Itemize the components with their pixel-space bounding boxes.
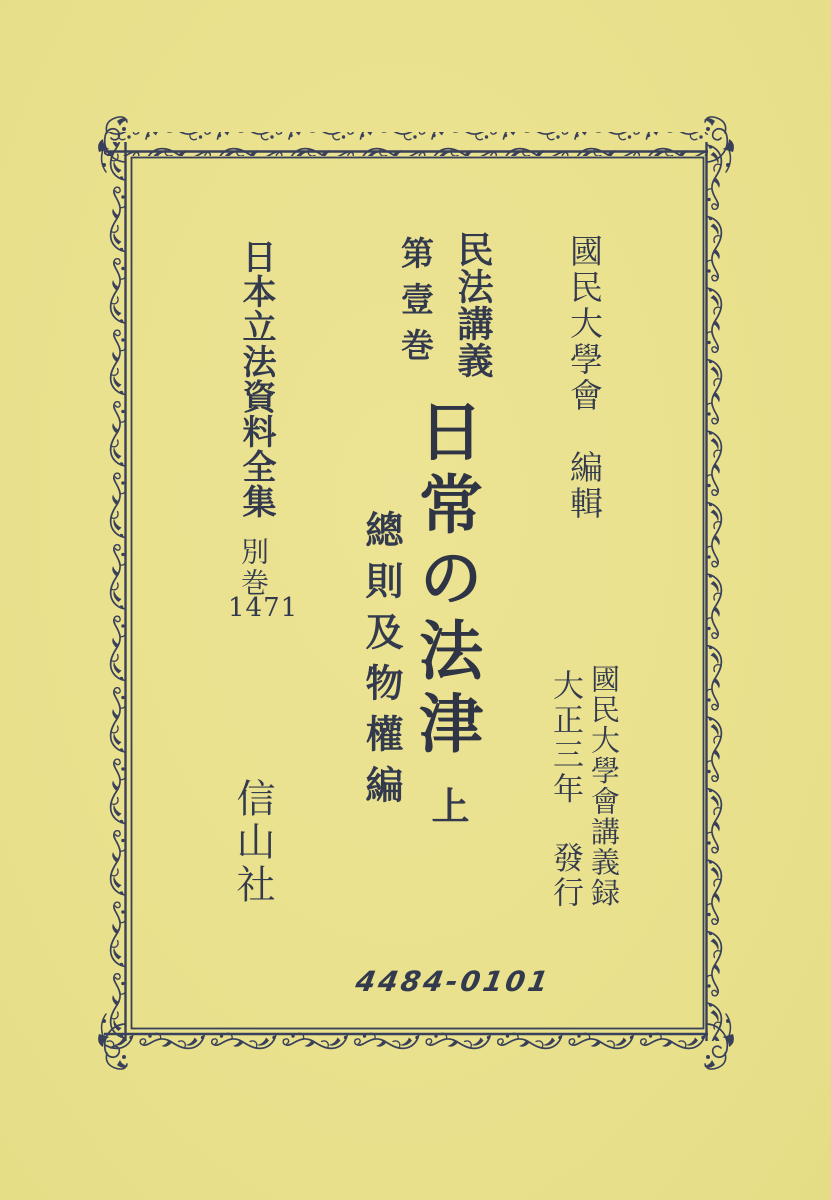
- series-volume-number: 1471: [228, 593, 299, 623]
- colophon-lecture-record: 國民大學會講義録: [587, 664, 621, 908]
- volume-label: 第壹巻: [396, 236, 435, 374]
- series-title: 日本立法資料全集: [236, 239, 276, 519]
- publisher-name: 信山社: [230, 778, 275, 907]
- series-volume-type: 別巻: [237, 537, 270, 599]
- main-title: 日常の法津: [408, 398, 483, 763]
- colophon-publication-date: 大正三年 發行: [547, 669, 583, 911]
- catalog-number: 4484-0101: [353, 965, 554, 998]
- course-title: 民法講義: [452, 231, 494, 379]
- volume-part-indicator: 上: [425, 786, 470, 824]
- editor-credit: 國民大學會 編輯: [565, 234, 604, 522]
- subtitle: 總則及物權編: [359, 510, 404, 816]
